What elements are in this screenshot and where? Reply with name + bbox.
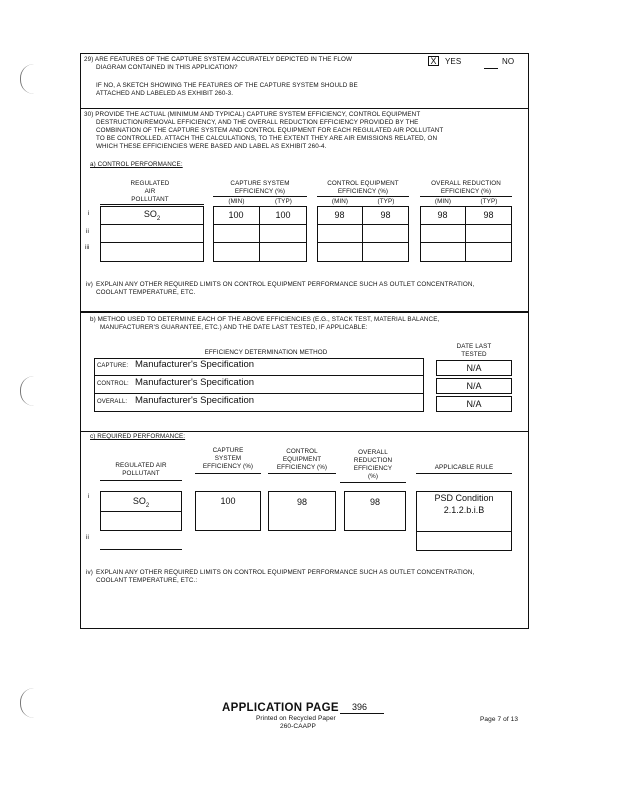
req-rule-cell-line-1[interactable]: PSD Condition [434,493,494,503]
pollutant-grid-row-divider-1 [100,224,204,225]
req-control-rule [268,473,336,474]
req-overall-rule [340,482,406,483]
method-title-cont: MANUFACTURER'S GUARANTEE, ETC.) AND THE DATE LAST TESTED, IF APPLICABLE: [100,324,368,331]
q29-note-cont: ATTACHED AND LABELED AS EXHIBIT 260-3. [96,90,234,97]
pollutant-grid-row-divider-2 [100,242,204,243]
capture-typ-label: (TYP) [275,198,292,205]
yes-checkbox[interactable]: X [428,56,439,66]
overall-header-1: OVERALL REDUCTION [431,180,501,187]
req-overall-cell-1[interactable]: 98 [369,497,380,507]
req-capture-header-2: SYSTEM [214,455,242,462]
req-row-label-i: i [88,493,90,500]
method-header: EFFICIENCY DETERMINATION METHOD [204,349,328,356]
req-pollutant-line-2 [100,549,182,550]
overall-typ-cell-1[interactable]: 98 [483,210,494,220]
req-control-header-3: EFFICIENCY (%) [276,464,328,471]
control-grid-row-divider-2 [317,242,409,243]
control-header-1: CONTROL EQUIPMENT [327,180,399,187]
capture-header-1: CAPTURE SYSTEM [230,180,290,187]
req-pollutant-divider [100,511,182,512]
capture-method-label: CAPTURE: [97,363,129,369]
control-min-label: (MIN) [331,198,349,205]
control-header-rule [317,196,409,197]
row-label-ii: ii [86,228,89,235]
capture-min-label: (MIN) [228,198,245,205]
capture-date-value[interactable]: N/A [466,363,482,373]
control-typ-cell-1[interactable]: 98 [380,210,391,220]
no-blank[interactable] [484,68,498,69]
control-grid-row-divider-1 [317,224,409,225]
req-pollutant-rule [100,480,182,481]
capture-method-value[interactable]: Manufacturer's Specification [135,359,255,370]
iv-explain-a: EXPLAIN ANY OTHER REQUIRED LIMITS ON CONTROL EQUIPMENT PERFORMANCE SUCH AS OUTLET CONCENTRATION, [96,281,475,288]
req-control-cell-1[interactable]: 98 [296,497,307,507]
overall-min-label: (MIN) [434,198,452,205]
req-rule-rule [416,473,512,474]
iv-explain-c: EXPLAIN ANY OTHER REQUIRED LIMITS ON CONTROL EQUIPMENT PERFORMANCE SUCH AS OUTLET CONCENTRATION, [96,569,475,576]
req-pollutant-header-2: POLLUTANT [122,470,160,477]
iv-explain-c-cont: COOLANT TEMPERATURE, ETC.: [96,577,198,584]
page-number-underline [340,713,384,714]
application-page-label: APPLICATION PAGE [222,702,339,714]
required-performance-title: c) REQUIRED PERFORMANCE: [90,433,186,440]
control-typ-label: (TYP) [377,198,395,205]
pollutant-cell-1[interactable]: $SO_2$ [143,209,161,222]
method-title: b) METHOD USED TO DETERMINE EACH OF THE ABOVE EFFICIENCIES (E.G., STACK TEST, MATERIAL BALANCE, [90,316,440,323]
row-label-i: i [88,210,90,217]
capture-header-2: EFFICIENCY (%) [234,188,286,195]
req-capture-header-1: CAPTURE [212,447,244,454]
pollutant-header-rule [100,204,204,205]
pollutant-header-3: POLLUTANT [131,196,169,203]
overall-grid-row-divider-2 [420,242,512,243]
q29-question: 29) ARE FEATURES OF THE CAPTURE SYSTEM ACCURATELY DEPICTED IN THE FLOW [84,56,353,63]
req-capture-header-3: EFFICIENCY (%) [202,463,254,470]
q30-line-2: DESTRUCTION/REMOVAL EFFICIENCY, AND THE OVERALL REDUCTION EFFICIENCY PROVIDED BY THE [96,119,419,126]
printed-on-recycled: Printed on Recycled Paper [256,715,336,722]
req-row-label-ii: ii [86,534,89,541]
pollutant-header-2: AIR [144,188,156,195]
form-number: 260-CAAPP [280,723,316,730]
req-control-header-1: CONTROL [286,448,318,455]
control-header-2: EFFICIENCY (%) [337,188,389,195]
capture-header-rule [213,196,307,197]
date-header-2: TESTED [461,351,487,358]
q30-line-3: COMBINATION OF THE CAPTURE SYSTEM AND CONTROL EQUIPMENT FOR EACH REGULATED AIR POLLUTANT [96,127,444,134]
req-rule-header: APPLICABLE RULE [434,464,494,471]
hole-punch-top [20,64,35,94]
page-of: Page 7 of 13 [480,716,519,723]
req-pollutant-header-1: REGULATED AIR [115,462,167,469]
control-method-label: CONTROL: [97,381,129,387]
overall-header-rule [420,196,512,197]
application-page-number: 396 [352,702,368,712]
q30-line-1: 30) PROVIDE THE ACTUAL (MINIMUM AND TYPICAL) CAPTURE SYSTEM EFFICIENCY, CONTROL EQUIPMENT [84,111,421,118]
overall-date-value[interactable]: N/A [466,399,482,409]
req-rule-cell-line-2[interactable]: 2.1.2.b.i.B [443,505,485,515]
control-date-value[interactable]: N/A [466,381,482,391]
method-grid-divider-1 [94,375,424,376]
pollutant-header-1: REGULATED [130,180,170,187]
req-capture-rule [195,473,261,474]
control-method-value[interactable]: Manufacturer's Specification [135,377,255,388]
capture-min-cell-1[interactable]: 100 [228,210,244,220]
yes-label: YES [445,57,462,66]
row-label-iii: iii [85,244,90,251]
q30-line-5: WHICH THESE EFFICIENCIES WERE BASED AND LABEL AS EXHIBIT 260-4. [96,143,327,150]
control-min-cell-1[interactable]: 98 [334,210,345,220]
iv-label-c: iv) [86,569,93,576]
req-overall-header-3: EFFICIENCY [353,465,393,472]
overall-method-label: OVERALL: [97,399,128,405]
method-grid-divider-2 [94,393,424,394]
req-overall-header-2: REDUCTION [353,457,393,464]
overall-header-2: EFFICIENCY (%) [440,188,492,195]
hole-punch-middle [20,376,35,406]
q30-line-4: TO BE CONTROLLED. ATTACH THE CALCULATIONS, TO THE EXTENT THEY ARE AIR EMISSIONS RELATED, ON [96,135,438,142]
capture-typ-cell-1[interactable]: 100 [275,210,291,220]
control-performance-title: a) CONTROL PERFORMANCE: [90,161,183,168]
req-rule-divider [416,531,512,532]
overall-grid-row-divider-1 [420,224,512,225]
q29-note: IF NO, A SKETCH SHOWING THE FEATURES OF THE CAPTURE SYSTEM SHOULD BE [96,82,358,89]
no-label: NO [502,57,515,66]
iv-label-a: iv) [86,281,93,288]
iv-explain-a-cont: COOLANT TEMPERATURE, ETC. [96,289,196,296]
q29-question-cont: DIAGRAM CONTAINED IN THIS APPLICATION? [96,64,238,71]
req-control-header-2: EQUIPMENT [282,456,322,463]
req-pollutant-cell-1[interactable]: $SO_2$ [132,496,150,509]
req-overall-header-4: (%) [367,473,379,480]
overall-min-cell-1[interactable]: 98 [437,210,448,220]
overall-typ-label: (TYP) [480,198,498,205]
capture-grid-row-divider-1 [213,224,307,225]
date-header-1: DATE LAST [456,343,492,350]
req-overall-header-1: OVERALL [358,449,388,456]
hole-punch-bottom [20,688,35,718]
overall-method-value[interactable]: Manufacturer's Specification [135,395,255,406]
capture-grid-row-divider-2 [213,242,307,243]
req-capture-cell-1[interactable]: 100 [220,496,236,506]
